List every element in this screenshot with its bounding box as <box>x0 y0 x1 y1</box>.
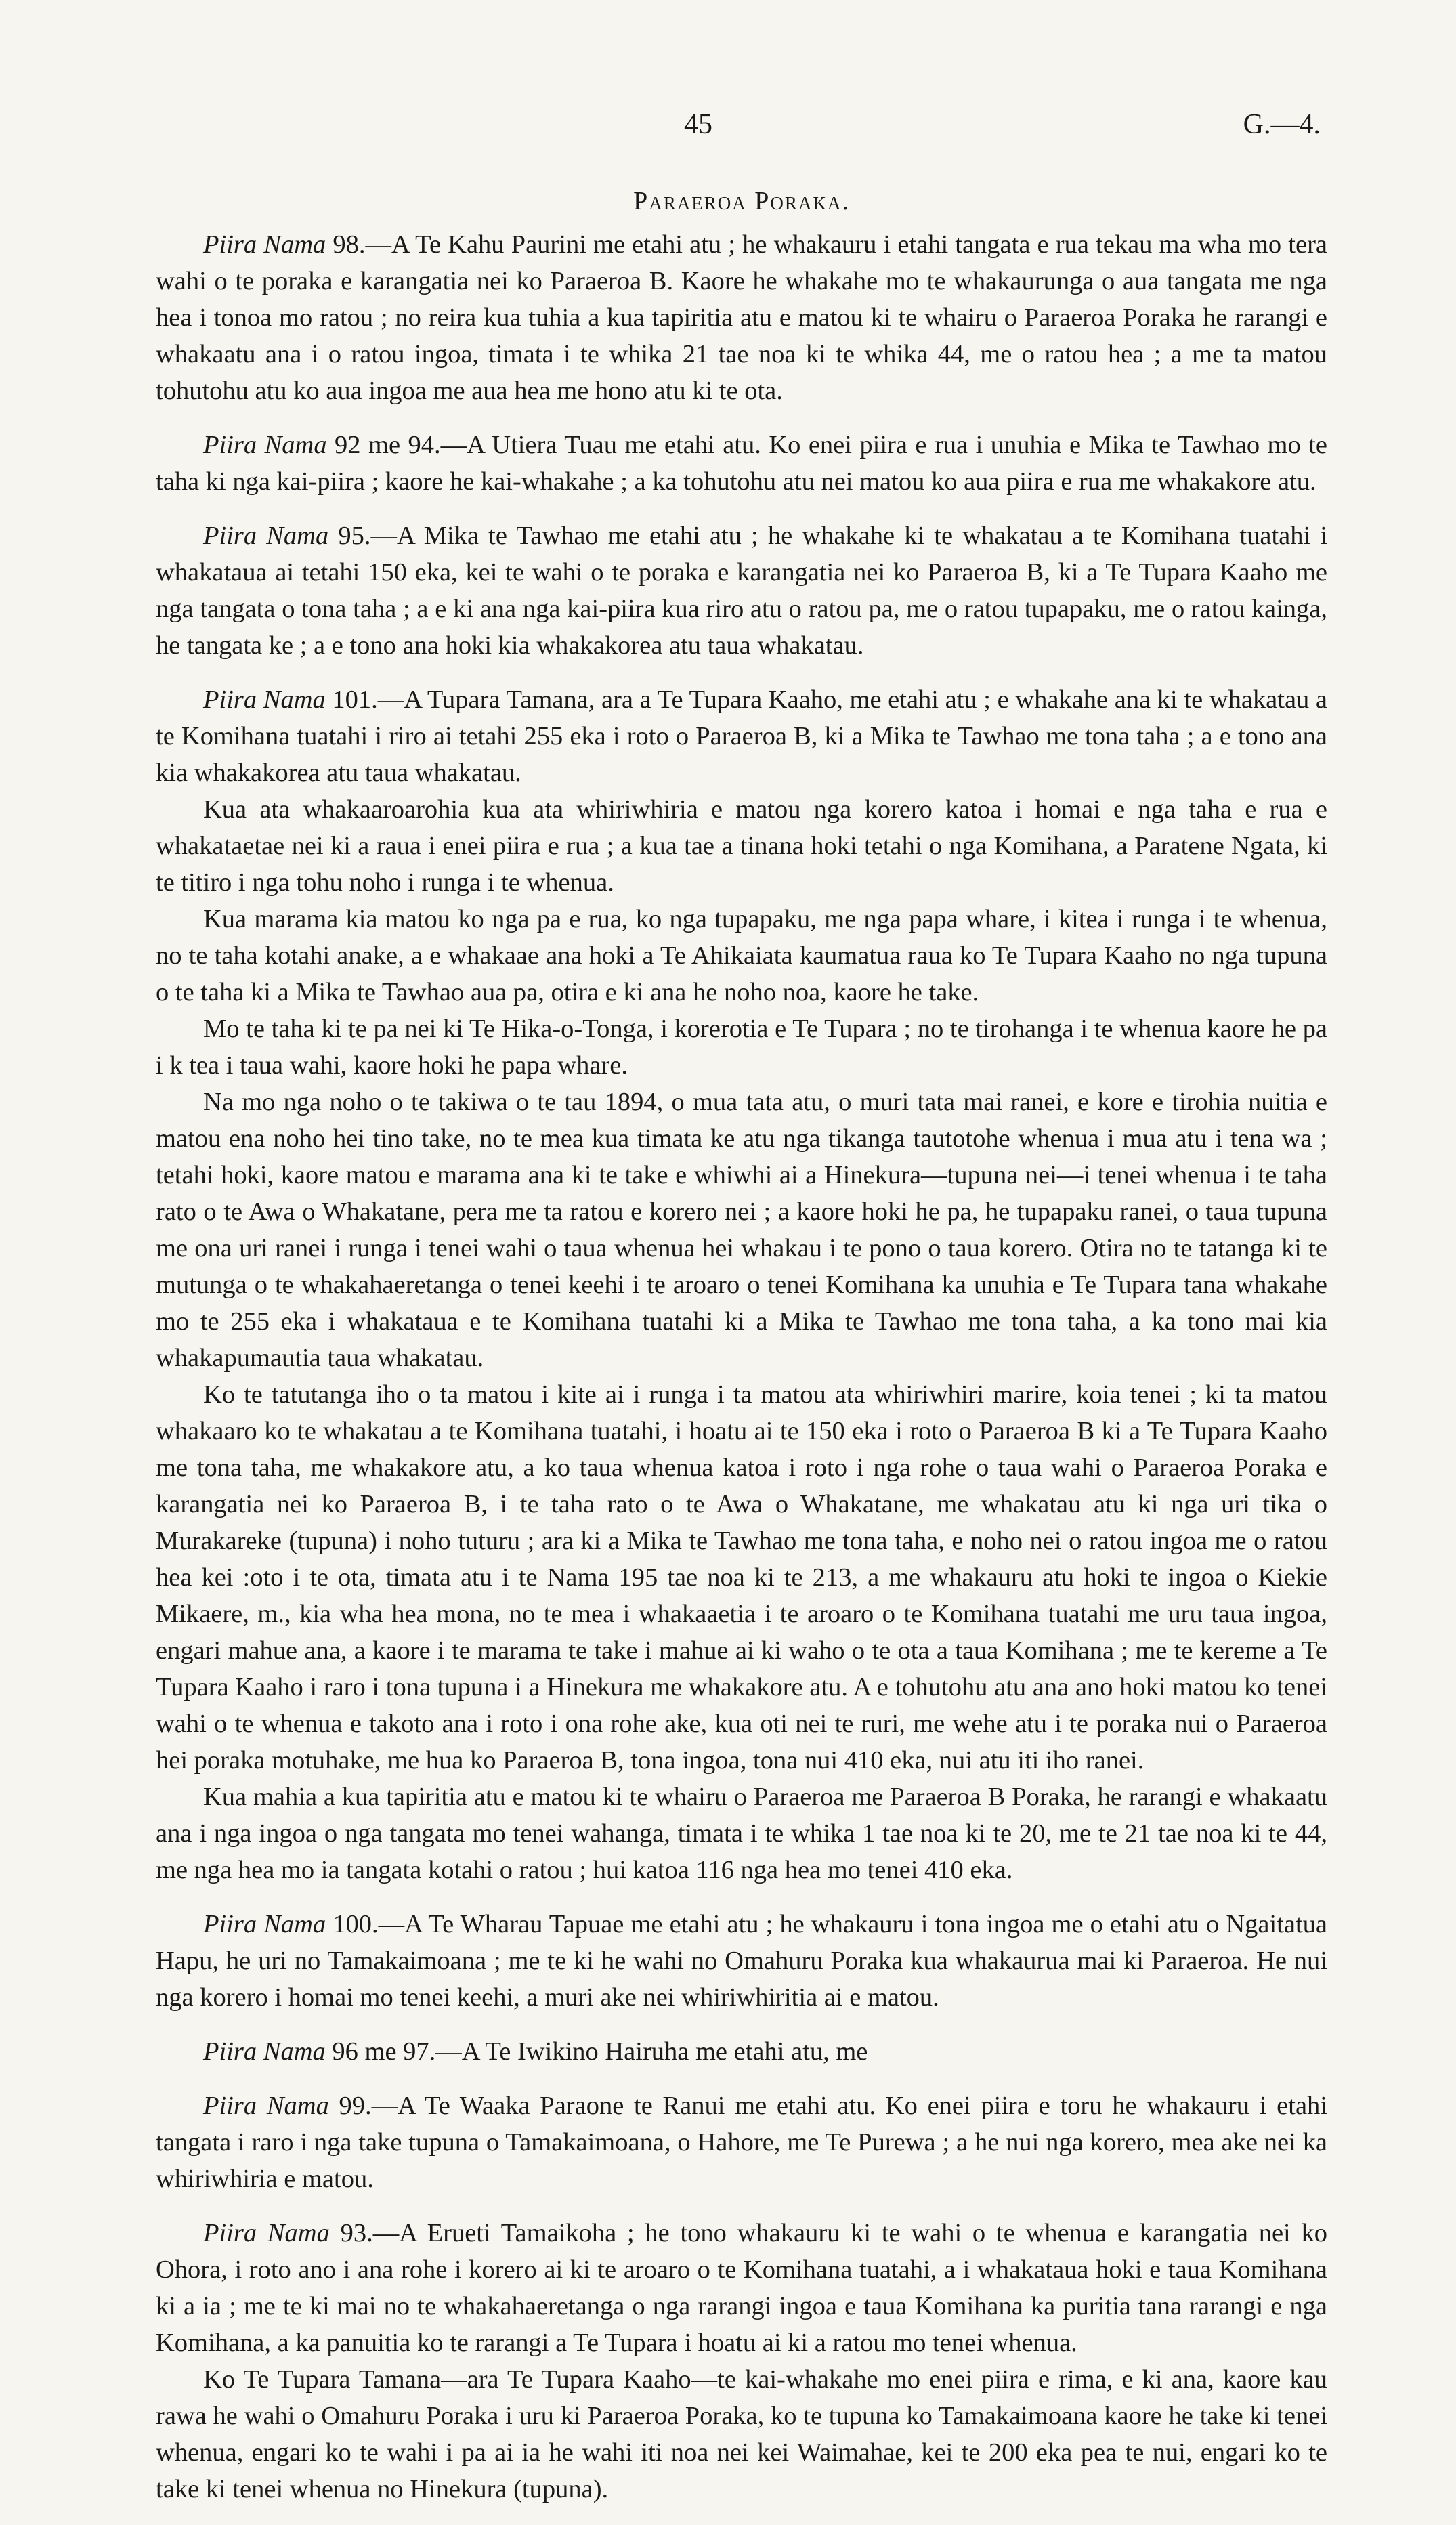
paragraph-text: 98.—A Te Kahu Paurini me etahi atu ; he whakauru i etahi tangata e rua tekau ma wha mo tera wahi o te poraka e karangatia nei ko Paraeroa B. Kaore he whakahe mo te whakaurunga o aua tangata me nga hea i tonoa mo ratou ; no reira kua tuhia a kua tapiritia atu e matou ki te whairu o Paraeroa Poraka he rarangi e whakaatu ana i o ratou ingoa, timata i te whika 21 tae noa ki te whika 44, me o ratou hea ; a me ta matou tohutohu atu ko aua ingoa me aua hea me hono atu ki te ota. <box>156 230 1327 405</box>
paragraph-text: 100.—A Te Wharau Tapuae me etahi atu ; he whakauru i tona ingoa me o etahi atu o Ngaitatua Hapu, he uri no Tamakaimoana ; me te ki he wahi no Omahuru Poraka kua whakaurua mai ki Paraeroa. He nui nga korero i homai mo tenei keehi, a muri ake nei whiriwhiritia ai e matou. <box>156 1910 1327 2012</box>
paragraph <box>156 1906 1327 2016</box>
paragraph <box>156 226 1327 409</box>
paragraph <box>156 2215 1327 2361</box>
page-header <box>0 108 1456 149</box>
paragraph-text: Kua mahia a kua tapiritia atu e matou ki te whairu o Paraeroa me Paraeroa B Poraka, he rarangi e whakaatu ana i nga ingoa o nga tangata mo tenei wahanga, timata i te whika 1 tae noa ki te 20, me te 21 tae noa ki te 44, me nga hea mo ia tangata kotahi o ratou ; hui katoa 116 nga hea mo tenei 410 eka. <box>156 1783 1327 1884</box>
appeal-label: Piira Nama <box>203 230 326 259</box>
paragraph-text: Kua ata whakaaroarohia kua ata whiriwhiria e matou nga korero katoa i homai e nga taha e rua e whakataetae nei ki a raua i enei piira e rua ; a kua tae a tinana hoki tetahi o nga Komihana, a Paratene Ngata, ki te titiro i nga tohu noho i runga i te whenua. <box>156 795 1327 897</box>
paragraph-text: 93.—A Erueti Tamaikoha ; he tono whakauru ki te wahi o te whenua e karangatia nei ko Ohora, i roto ano i ana rohe i korero ai ki te aroaro o te Komihana tuatahi, a i whakataua hoki e taua Komihana ki a ia ; me te ki mai no te whakahaeretanga o nga rarangi ingoa e taua Komihana ka puritia tana rarangi e nga Komihana, a ka panuitia ko te rarangi a Te Tupara i hoatu ai ki a ratou mo tenei whenua. <box>156 2219 1327 2357</box>
appeal-label: Piira Nama <box>203 522 329 550</box>
appeal-label: Piira Nama <box>203 685 326 714</box>
paragraph <box>156 2361 1327 2507</box>
paragraph <box>156 2087 1327 2197</box>
paragraph-text: 101.—A Tupara Tamana, ara a Te Tupara Kaaho, me etahi atu ; e whakahe ana ki te whakatau a te Komihana tuatahi i riro ai tetahi 255 eka i roto o Paraeroa B, ki a Mika te Tawhao me tona taha ; a e tono ana kia whakakorea atu taua whakatau. <box>156 685 1328 787</box>
paragraph <box>156 1011 1327 1084</box>
paragraph-text: 92 me 94.—A Utiera Tuau me etahi atu. Ko enei piira e rua i unuhia e Mika te Tawhao mo te taha ki nga kai-piira ; kaore he kai-whakahe ; a ka tohutohu atu nei matou ko aua piira e rua me whakakore atu. <box>156 431 1327 496</box>
appeal-label: Piira Nama <box>203 431 327 459</box>
paragraph-text: Kua marama kia matou ko nga pa e rua, ko nga tupapaku, me nga papa whare, i kitea i runga i te whenua, no te taha kotahi anake, a e whakaae ana hoki a Te Ahikaiata kaumatua raua ko Te Tupara Kaaho no nga tupuna o te taha ki a Mika te Tawhao aua pa, otira e ki ana he noho noa, kaore he take. <box>156 905 1327 1006</box>
paragraph-text: Ko Te Tupara Tamana—ara Te Tupara Kaaho—te kai-whakahe mo enei piira e rima, e ki ana, kaore kau rawa he wahi o Omahuru Poraka i uru ki Paraeroa Poraka, ko te tupuna ko Tamakaimoana kaore he take ki tenei whenua, engari ko te wahi i pa ai ia he wahi iti noa nei kei Waimahae, kei te 200 eka pea te nui, engari ko te take ki tenei whenua no Hinekura (tupuna). <box>156 2365 1327 2503</box>
paragraph <box>156 1779 1327 1888</box>
paragraph-text: 96 me 97.—A Te Iwikino Hairuha me etahi atu, me <box>325 2037 868 2066</box>
appeal-label: Piira Nama <box>203 2037 326 2066</box>
document-code: G.—4. <box>1243 109 1321 140</box>
paragraph-text: 99.—A Te Waaka Paraone te Ranui me etahi atu. Ko enei piira e toru he whakauru i etahi tangata i raro i nga take tupuna o Tamakaimoana, o Hahore, me Te Purewa ; a he nui nga korero, mea ake nei ka whiriwhiria e matou. <box>156 2092 1327 2193</box>
paragraph <box>156 791 1327 901</box>
page-number: 45 <box>684 109 712 140</box>
appeal-label: Piira Nama <box>203 1910 326 1938</box>
section-title: Paraeroa Poraka. <box>633 187 850 215</box>
appeal-label: Piira Nama <box>203 2092 329 2120</box>
paragraph <box>156 427 1327 500</box>
document-body <box>156 183 1327 2525</box>
appeal-label: Piira Nama <box>203 2219 330 2247</box>
paragraph <box>156 901 1327 1011</box>
paragraph-text: Mo te taha ki te pa nei ki Te Hika-o-Tonga, i korerotia e Te Tupara ; no te tirohanga i te whenua kaore he pa i k tea i taua wahi, kaore hoki he papa whare. <box>156 1015 1327 1080</box>
paragraph <box>156 1376 1327 1779</box>
paragraph-text: Na mo nga noho o te takiwa o te tau 1894, o mua tata atu, o muri tata mai ranei, e kore e tirohia nuitia e matou ena noho hei tino take, no te mea kua timata ke atu nga tikanga tautotohe whenua i mua atu i tena wa ; tetahi hoki, kaore matou e marama ana ki te take e whiwhi ai a Hinekura—tupuna nei—i tenei whenua i te taha rato o te Awa o Whakatane, pera me ta ratou e korero nei ; a kaore hoki he pa, he tupapaku ranei, o taua tupuna me ona uri ranei i runga i tenei wahi o taua whenua hei whakau i te pono o taua korero. Otira no te tatanga ki te mutunga o te whakahaeretanga o tenei keehi i te aroaro o tenei Komihana ka unuhia e Te Tupara tana whakahe mo te 255 eka i whakataua e te Komihana tuatahi ki a Mika te Tawhao me tona taha, a ka tono mai kia whakapumautia taua whakatau. <box>156 1088 1327 1372</box>
paragraph-text: 95.—A Mika te Tawhao me etahi atu ; he whakahe ki te whakatau a te Komihana tuatahi i whakataua ai tetahi 150 eka, kei te wahi o te poraka e karangatia nei ko Paraeroa B, ki a Te Tupara Kaaho me nga tangata o tona taha ; a e ki ana nga kai-piira kua riro atu o ratou pa, me o ratou tupapaku, me o ratou kainga, he tangata ke ; a e tono ana hoki kia whakakorea atu taua whakatau. <box>156 522 1327 660</box>
paragraph <box>156 517 1327 664</box>
paragraph <box>156 2033 1327 2070</box>
paragraph-text: Ko te tatutanga iho o ta matou i kite ai i runga i ta matou ata whiriwhiri marire, koia tenei ; ki ta matou whakaaro ko te whakatau a te Komihana tuatahi, i hoatu ai te 150 eka i roto o Paraeroa B ki a Te Tupara Kaaho me tona taha, me whakakore atu, a ko taua whenua katoa i roto i nga rohe o taua wahi o Paraeroa Poraka e karangatia nei ko Paraeroa B, i te taha rato o te Awa o Whakatane, me whakatau atu ki nga uri tika o Murakareke (tupuna) i noho tuturu ; ara ki a Mika te Tawhao me tona taha, e noho nei o ratou ingoa me o ratou hea kei :oto i te ota, timata atu i te Nama 195 tae noa ki te 213, a me whakauru atu hoki te ingoa o Kiekie Mikaere, m., kia wha hea mona, no te mea i whakaaetia i te aroaro o te Komihana tuatahi me uru taua ingoa, engari mahue ana, a kaore i te marama te take i mahue ai ki waho o te ota a taua Komihana ; me te kereme a Te Tupara Kaaho i raro i tona tupuna i a Hinekura me whakakore atu. A e tohutohu atu ana ano hoki matou ko tenei wahi o te whenua e takoto ana i roto i ona rohe ake, kua oti nei te ruri, me wehe atu i te poraka nui o Paraeroa hei poraka motuhake, me hua ko Paraeroa B, tona ingoa, tona nui 410 eka, nui atu iti iho ranei. <box>156 1380 1327 1775</box>
paragraph <box>156 681 1327 791</box>
paragraph <box>156 1084 1327 1376</box>
